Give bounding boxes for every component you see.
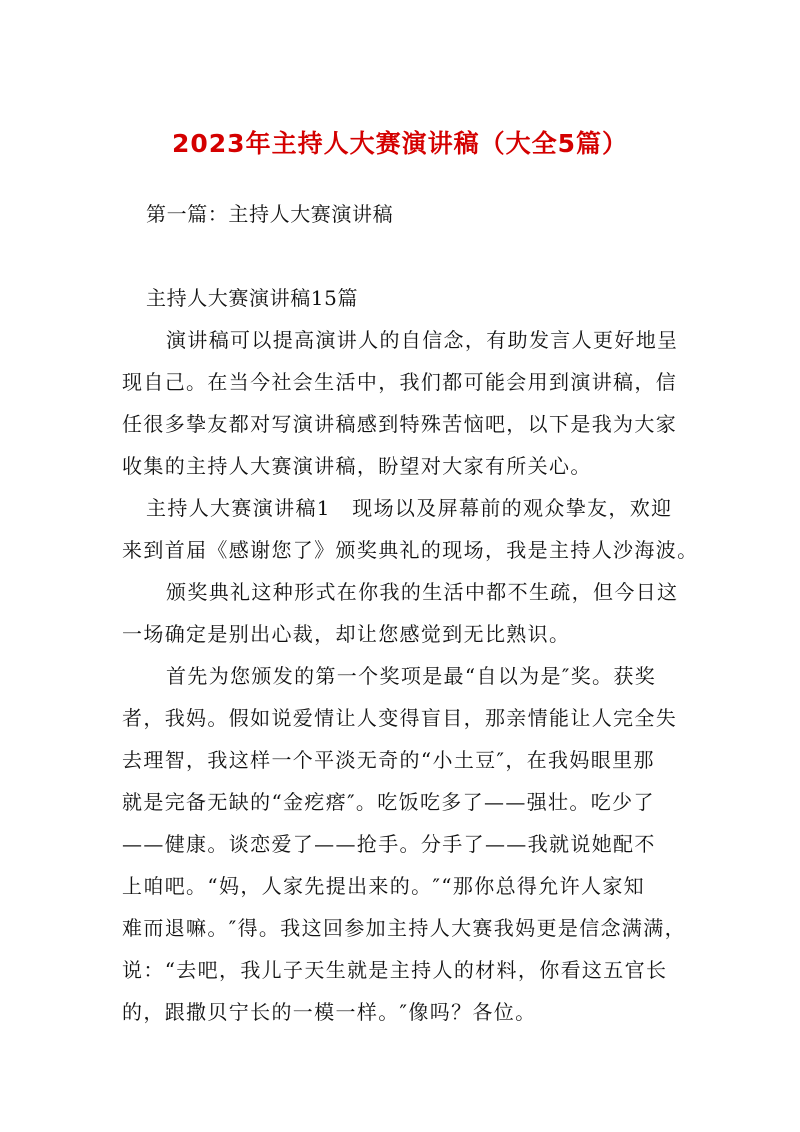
paragraph-line: 难而退嘛。″得。我这回参加主持人大赛我妈更是信念满满， <box>122 916 686 940</box>
paragraph-line: 一场确定是别出心裁，却让您感觉到无比熟识。 <box>122 622 571 646</box>
document-title: 2023年主持人大赛演讲稿（大全5篇） <box>172 129 628 158</box>
paragraph-line: 任很多挚友都对写演讲稿感到特殊苦恼吧，以下是我为大家 <box>122 412 678 436</box>
paragraph-line: 演讲稿可以提高演讲人的自信念，有助发言人更好地呈 <box>166 328 679 352</box>
paragraph-line: 颁奖典礼这种形式在你我的生活中都不生疏，但今日这 <box>166 580 679 604</box>
paragraph-line: 说：“去吧，我儿子天生就是主持人的材料，你看这五官长 <box>122 958 668 982</box>
paragraph-line: 去理智，我这样一个平淡无奇的“小土豆″，在我妈眼里那 <box>122 748 655 772</box>
section-heading: 第一篇：主持人大赛演讲稿 <box>146 202 394 226</box>
paragraph-line: 主持人大赛演讲稿1 现场以及屏幕前的观众挚友，欢迎 <box>146 496 673 520</box>
paragraph-line: 就是完备无缺的“金疙瘩″。吃饭吃多了——强壮。吃少了 <box>122 790 655 814</box>
subheading: 主持人大赛演讲稿15篇 <box>146 286 359 310</box>
paragraph-line: ——健康。谈恋爱了——抢手。分手了——我就说她配不 <box>122 832 656 856</box>
paragraph-line: 现自己。在当今社会生活中，我们都可能会用到演讲稿，信 <box>122 370 678 394</box>
paragraph-line: 上咱吧。“妈，人家先提出来的。″“那你总得允许人家知 <box>122 874 646 898</box>
paragraph-line: 收集的主持人大赛演讲稿，盼望对大家有所关心。 <box>122 454 592 478</box>
paragraph-line: 的，跟撒贝宁长的一模一样。″像吗？各位。 <box>122 1000 537 1024</box>
paragraph-line: 首先为您颁发的第一个奖项是最“自以为是″奖。获奖 <box>166 664 657 688</box>
paragraph-line: 来到首届《感谢您了》颁奖典礼的现场，我是主持人沙海波。 <box>122 538 699 562</box>
paragraph-line: 者，我妈。假如说爱情让人变得盲目，那亲情能让人完全失 <box>122 706 678 730</box>
